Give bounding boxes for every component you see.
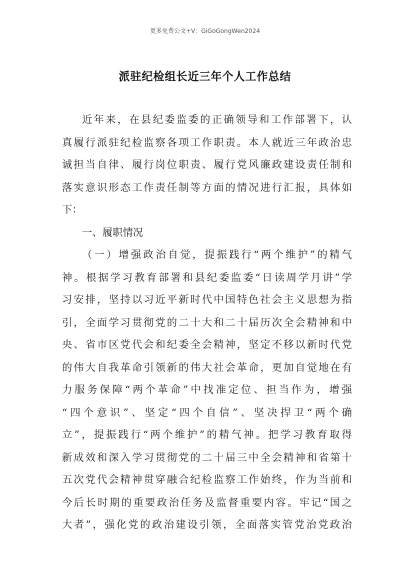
paragraph-line: 央、省市区党代会和纪委全会精神，坚定不移以新时代党 <box>62 340 352 351</box>
document-title: 派驻纪检组长近三年个人工作总结 <box>118 70 292 83</box>
paragraph-line: 习安排，坚持以习近平新时代中国特色社会主义思想为指 <box>62 295 352 306</box>
paragraph-line: 五次党代会精神贯穿融合纪检监察工作始终，作为当前和 <box>62 475 352 486</box>
paragraph-line: 力服务保障“两个革命”中找准定位、担当作为，增强 <box>62 385 352 396</box>
intro-paragraph <box>62 110 352 223</box>
paragraph-line: 引，全面学习贯彻党的二十大和二十届历次全会精神和中 <box>62 317 352 329</box>
paragraph-line: 新成效和深入学习贯彻党的二十届三中全会精神和省第十 <box>62 452 352 464</box>
paragraph-line: 的伟大自我革命引领新的伟大社会革命，更加自觉地在有 <box>62 362 352 374</box>
paragraph-line: （一）增强政治自觉，提振践行“两个维护”的精气 <box>82 250 352 261</box>
section-heading: 一、履职情况 <box>82 228 144 239</box>
paragraph-line: 近年来，在县纪委监委的正确领导和工作部署下，认 <box>82 115 352 126</box>
paragraph-line: 下： <box>62 205 83 216</box>
paragraph-line: 诚担当自律、履行岗位职责、履行党风廉政建设责任制和 <box>62 160 352 171</box>
paragraph-line: 落实意识形态工作责任制等方面的情况进行汇报，具体如 <box>62 182 352 194</box>
section-heading-block <box>62 223 352 246</box>
paragraph-line: 今后长时期的重要政治任务及监督重要内容。牢记“国之 <box>62 497 352 509</box>
paragraph-line: 神。根据学习教育部署和县纪委监委“日读周学月讲”学 <box>62 272 352 284</box>
performance-paragraph <box>62 245 352 538</box>
header-note: 更多免费公文+V：GiGoGongWen2024 <box>149 28 261 35</box>
paragraph-line: “四个意识”、坚定“四个自信”、坚决捍卫“两个确 <box>62 407 352 419</box>
paragraph-line: 立”，提振践行“两个维护”的精气神。把学习教育取得 <box>62 430 352 441</box>
paragraph-line: 真履行派驻纪检监察各项工作职责。本人就近三年政治忠 <box>62 137 352 149</box>
paragraph-line: 大者”，强化党的政治建设引领，全面落实管党治党政治 <box>62 520 352 531</box>
